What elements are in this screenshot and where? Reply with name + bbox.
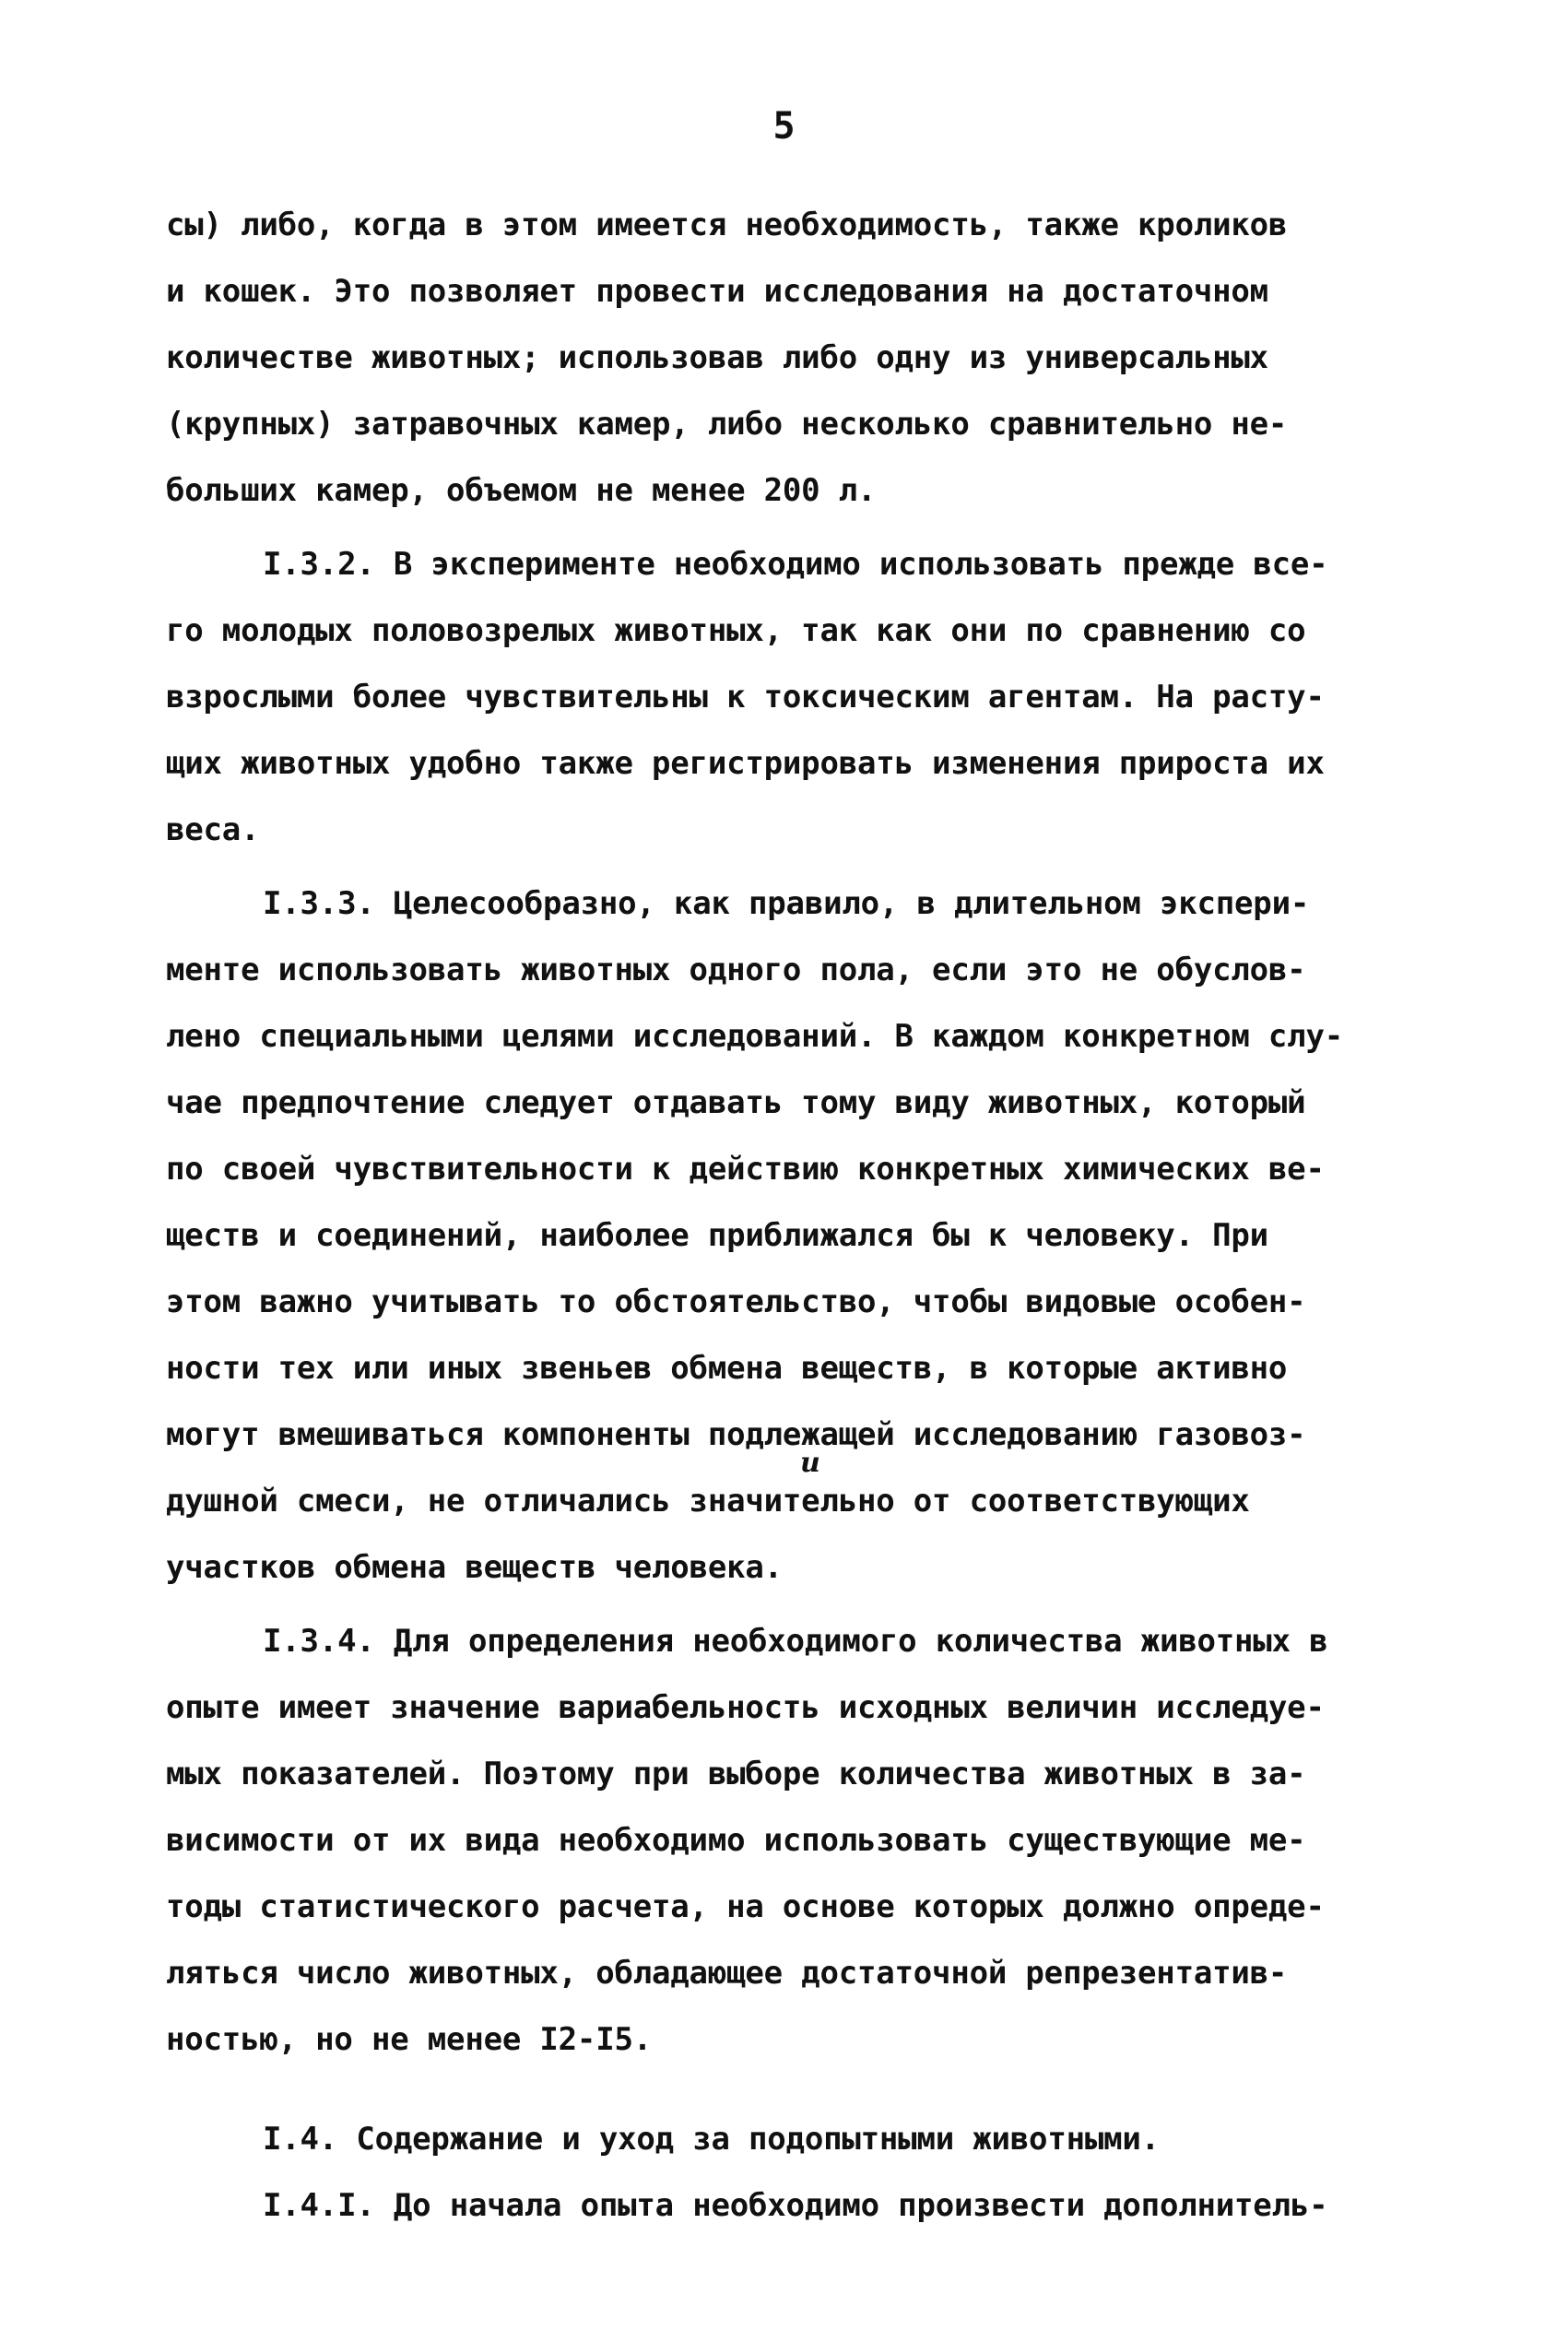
text-line: лено специальными целями исследований. В каждом конкретном слу- <box>166 1018 1343 1055</box>
text-line: висимости от их вида необходимо использовать существующие ме- <box>166 1822 1306 1859</box>
text-line: I.3.4. Для определения необходимого количества животных в <box>263 1623 1328 1660</box>
text-line: (крупных) затравочных камер, либо несколько сравнительно не- <box>166 406 1288 443</box>
text-line: I.4.I. До начала опыта необходимо произвести дополнитель- <box>263 2187 1328 2224</box>
text-line: ности тех или иных звеньев обмена веществ, в которые активно <box>166 1350 1288 1387</box>
text-line: мых показателей. Поэтому при выборе количества животных в за- <box>166 1756 1306 1792</box>
text-line: I.3.2. В эксперименте необходимо использовать прежде все- <box>263 546 1328 583</box>
text-line: этом важно учитывать то обстоятельство, чтобы видовые особен- <box>166 1283 1306 1320</box>
text-line: I.3.3. Целесообразно, как правило, в длительном экспери- <box>263 885 1310 922</box>
text-line: больших камер, объемом не менее 200 л. <box>166 472 877 509</box>
text-line: тоды статистического расчета, на основе которых должно опреде- <box>166 1888 1325 1925</box>
text-line: щих животных удобно также регистрировать изменения прироста их <box>166 745 1325 782</box>
text-line: ностью, но не менее I2-I5. <box>166 2021 653 2058</box>
text-line: взрослыми более чувствительны к токсическим агентам. На расту- <box>166 679 1325 716</box>
handwritten-annotation: и <box>800 1447 820 1479</box>
text-line: веса. <box>166 811 260 848</box>
text-line: го молодых половозрелых животных, так как они по сравнению со <box>166 612 1306 649</box>
text-line: опыте имеет значение вариабельность исходных величин исследуе- <box>166 1689 1325 1726</box>
text-line: количестве животных; использовав либо одну из универсальных <box>166 339 1268 376</box>
page-number: 5 <box>772 105 796 148</box>
text-line: ляться число животных, обладающее достаточной репрезентатив- <box>166 1955 1288 1992</box>
text-line: чае предпочтение следует отдавать тому виду животных, который <box>166 1084 1306 1121</box>
text-line: участков обмена веществ человека. <box>166 1549 783 1586</box>
text-line: сы) либо, когда в этом имеется необходимость, также кроликов <box>166 207 1288 243</box>
section-heading: I.4. Содержание и уход за подопытными животными. <box>263 2121 1160 2158</box>
text-line: ществ и соединений, наиболее приближался бы к человеку. При <box>166 1217 1268 1254</box>
text-line: могут вмешиваться компоненты подлежащей исследованию газовоз- <box>166 1416 1306 1453</box>
text-line: по своей чувствительности к действию конкретных химических ве- <box>166 1151 1325 1188</box>
text-line: менте использовать животных одного пола, если это не обуслов- <box>166 952 1306 988</box>
text-line: душной смеси, не отличались значительно от соответствующих <box>166 1483 1250 1520</box>
text-line: и кошек. Это позволяет провести исследования на достаточном <box>166 273 1268 310</box>
